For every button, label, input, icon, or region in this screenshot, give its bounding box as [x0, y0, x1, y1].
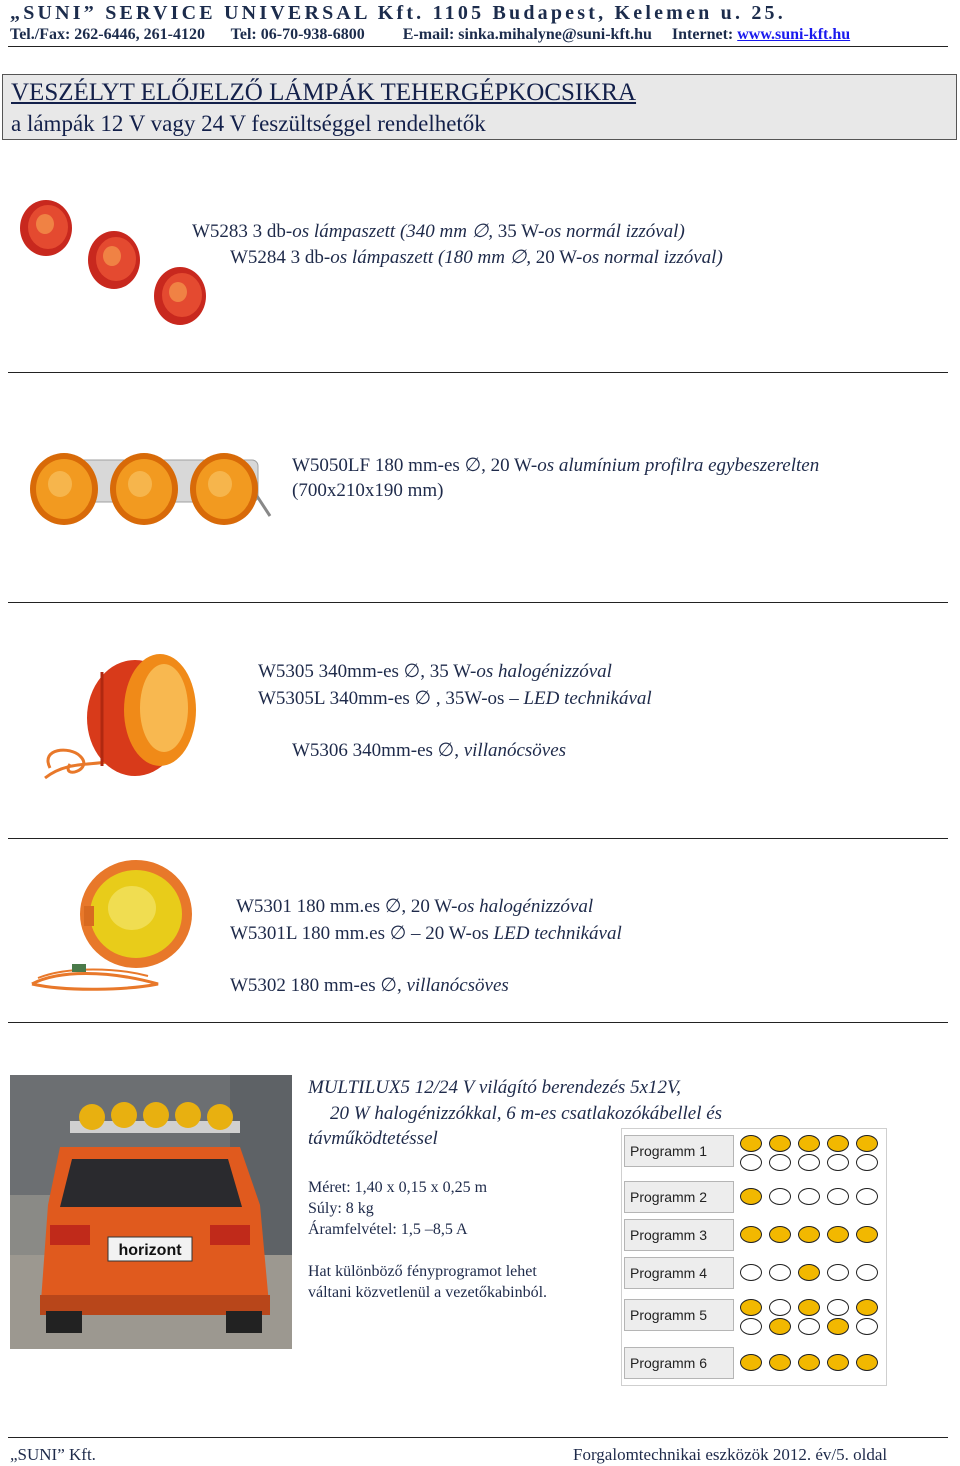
roof-light-5 [207, 1104, 233, 1130]
roof-light-1 [79, 1104, 105, 1130]
page-title: VESZÉLYT ELŐJELZŐ LÁMPÁK TEHERGÉPKOCSIKRA [11, 79, 637, 106]
lamp-off-icon [769, 1264, 791, 1281]
header-divider [8, 46, 948, 47]
lamp-off-icon [856, 1188, 878, 1205]
lamp-on-icon [856, 1354, 878, 1371]
company-header: „SUNI” SERVICE UNIVERSAL Kft. 1105 Budapest, Kelemen u. 25. [10, 2, 786, 24]
lamp-off-icon [856, 1264, 878, 1281]
red-lamp-3 [154, 267, 206, 325]
lamp-off-icon [740, 1264, 762, 1281]
lamp-on-icon [827, 1135, 849, 1152]
section-divider-1 [8, 372, 948, 373]
lamp-off-icon [856, 1154, 878, 1171]
multilux-remote: távműködtetéssel [308, 1128, 438, 1149]
lamp-off-icon [798, 1154, 820, 1171]
lamp-on-icon [827, 1318, 849, 1335]
roof-light-4 [175, 1102, 201, 1128]
lamp-on-icon [798, 1135, 820, 1152]
license-plate-text: horizont [118, 1242, 182, 1259]
program-label: Programm 5 [624, 1299, 734, 1331]
w5302-line: W5302 180 mm-es ∅, villanócsöves [230, 975, 509, 996]
w5050lf-line: W5050LF 180 mm-es ∅, 20 W-os alumínium profilra egybeszerelten [292, 455, 820, 476]
w5301l-line: W5301L 180 mm.es ∅ – 20 W-os LED technikával [230, 923, 622, 944]
lamp-on-icon [856, 1226, 878, 1243]
lamp-off-icon [798, 1188, 820, 1205]
w5305-line: W5305 340mm-es ∅, 35 W-os halogénizzóval [258, 661, 612, 682]
multilux-weight: Súly: 8 kg [308, 1200, 374, 1217]
lamp-off-icon [827, 1188, 849, 1205]
lamp-off-icon [798, 1318, 820, 1335]
program-label: Programm 3 [624, 1219, 734, 1251]
lamp-off-icon [827, 1154, 849, 1171]
w5306-line: W5306 340mm-es ∅, villanócsöves [292, 740, 567, 761]
lamp-off-icon [827, 1299, 849, 1316]
w5283-line: W5283 3 db-os lámpaszett (340 mm ∅, 35 W-os normál izzóval) [192, 221, 685, 242]
lamp-on-icon [769, 1318, 791, 1335]
footer-divider [8, 1437, 948, 1438]
w5305-beacon-image [40, 648, 230, 808]
lamp-on-icon [798, 1264, 820, 1281]
footer-page-info: Forgalomtechnikai eszközök 2012. év/5. oldal [573, 1445, 888, 1464]
multilux-size: Méret: 1,40 x 0,15 x 0,25 m [308, 1179, 488, 1196]
program-row [622, 1175, 886, 1213]
roof-light-3 [143, 1102, 169, 1128]
lamp-on-icon [740, 1226, 762, 1243]
lamp-on-icon [769, 1135, 791, 1152]
lamp-on-icon [856, 1299, 878, 1316]
red-lamp-set-image [18, 196, 218, 332]
red-lamp-1 [20, 200, 72, 256]
w5301-line: W5301 180 mm.es ∅, 20 W-os halogénizzóval [236, 896, 594, 917]
lamp-on-icon [798, 1354, 820, 1371]
lamp-off-icon [740, 1318, 762, 1335]
multilux-desc: 20 W halogénizzókkal, 6 m-es csatlakozókábellel és [330, 1103, 723, 1124]
w5050lf-dimensions: (700x210x190 mm) [292, 480, 444, 501]
multilux-program-desc-2: váltani közvetlenül a vezetőkabinból. [308, 1284, 548, 1301]
lamp-on-icon [740, 1354, 762, 1371]
page-subtitle: a lámpák 12 V vagy 24 V feszültséggel rendelhetők [11, 111, 486, 136]
lamp-off-icon [856, 1318, 878, 1335]
lamp-on-icon [827, 1226, 849, 1243]
lamp-off-icon [769, 1154, 791, 1171]
section-divider-2 [8, 602, 948, 603]
lamp-off-icon [769, 1188, 791, 1205]
footer-company: „SUNI” Kft. [10, 1445, 96, 1464]
red-lamp-2 [88, 231, 140, 289]
multilux-car-photo [10, 1075, 292, 1349]
section-divider-4 [8, 1022, 948, 1023]
website-link[interactable]: www.suni-kft.hu [737, 26, 851, 43]
section-divider-3 [8, 838, 948, 839]
program-label: Programm 2 [624, 1181, 734, 1213]
w5284-line: W5284 3 db-os lámpaszett (180 mm ∅, 20 W-os normal izzóval) [230, 247, 723, 268]
telfax-text: Tel./Fax: 262-6446, 261-4120 [10, 26, 205, 43]
program-row [622, 1129, 886, 1175]
roof-light-2 [111, 1102, 137, 1128]
w5301-beacon-image [28, 858, 198, 998]
lamp-on-icon [798, 1226, 820, 1243]
lamp-off-icon [740, 1154, 762, 1171]
w5305l-line: W5305L 340mm-es ∅ , 35W-os – LED technikával [258, 688, 652, 709]
lamp-on-icon [769, 1354, 791, 1371]
amber-lamp-3 [190, 453, 258, 525]
internet-label: Internet: [671, 26, 734, 43]
lamp-on-icon [827, 1354, 849, 1371]
program-row [622, 1251, 886, 1293]
lamp-on-icon [769, 1226, 791, 1243]
multilux-current: Áramfelvétel: 1,5 –8,5 A [308, 1221, 468, 1238]
program-label: Programm 4 [624, 1257, 734, 1289]
program-row [622, 1341, 886, 1387]
tel-text: Tel: 06-70-938-6800 [230, 26, 365, 43]
lamp-off-icon [769, 1299, 791, 1316]
lamp-off-icon [827, 1264, 849, 1281]
multilux-title: MULTILUX5 12/24 V világító berendezés 5x12V, [308, 1077, 681, 1098]
amber-lamp-bar-image [28, 448, 274, 530]
multilux-program-desc-1: Hat különböző fényprogramot lehet [308, 1263, 537, 1280]
lamp-on-icon [798, 1299, 820, 1316]
program-panel [621, 1128, 887, 1386]
lamp-on-icon [740, 1299, 762, 1316]
program-row [622, 1213, 886, 1251]
amber-lamp-2 [110, 453, 178, 525]
program-row [622, 1293, 886, 1341]
lamp-on-icon [856, 1135, 878, 1152]
lamp-on-icon [740, 1135, 762, 1152]
email-text: E-mail: sinka.mihalyne@suni-kft.hu [402, 26, 652, 43]
program-label: Programm 6 [624, 1347, 734, 1379]
title-box [2, 74, 957, 140]
amber-lamp-1 [30, 453, 98, 525]
contact-line [10, 26, 850, 44]
program-label: Programm 1 [624, 1135, 734, 1167]
lamp-on-icon [740, 1188, 762, 1205]
